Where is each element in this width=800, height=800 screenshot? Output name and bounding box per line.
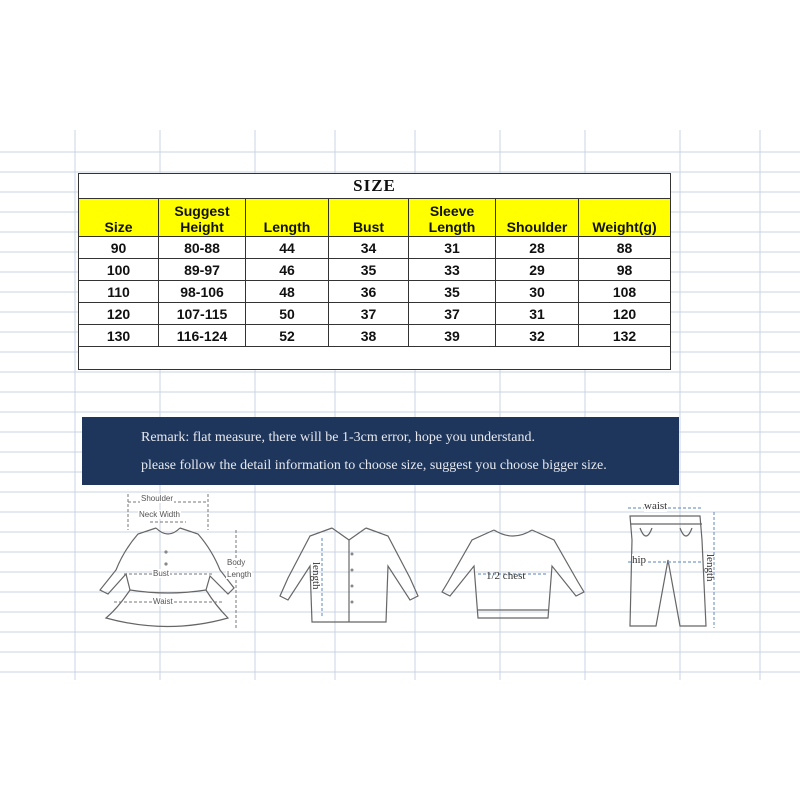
pants-length-label: length <box>704 554 716 582</box>
cell-size: 90 <box>79 237 159 259</box>
shoulder-label: Shoulder <box>141 494 174 503</box>
neck-width-label: Neck Width <box>139 510 180 519</box>
waist-label: waist <box>644 500 668 512</box>
header-weight: Weight(g) <box>579 199 671 237</box>
header-suggest-height: Suggest Height <box>159 199 246 237</box>
body-label: Body <box>227 558 246 567</box>
blank-row <box>79 347 671 370</box>
cell-length: 44 <box>246 237 329 259</box>
cell-sleeve-length: 39 <box>409 325 496 347</box>
blank-cell <box>79 347 671 370</box>
cell-sleeve-length: 37 <box>409 303 496 325</box>
bust-label: Bust <box>153 569 170 578</box>
cell-length: 46 <box>246 259 329 281</box>
cell-length: 50 <box>246 303 329 325</box>
header-bust: Bust <box>329 199 409 237</box>
table-row <box>79 303 671 325</box>
shirt-diagram <box>274 518 424 633</box>
waist-label: Waist <box>153 597 173 606</box>
dress-diagram <box>88 490 268 640</box>
cell-length: 48 <box>246 281 329 303</box>
size-chart-header-row <box>79 199 671 237</box>
cell-shoulder: 29 <box>496 259 579 281</box>
remark-line-1: Remark: flat measure, there will be 1-3cm error, hope you understand. <box>141 430 536 445</box>
table-row <box>79 259 671 281</box>
cell-sleeve-length: 31 <box>409 237 496 259</box>
header-length: Length <box>246 199 329 237</box>
cell-weight: 108 <box>579 281 671 303</box>
cell-weight: 88 <box>579 237 671 259</box>
cell-bust: 37 <box>329 303 409 325</box>
cell-suggest-height: 89-97 <box>159 259 246 281</box>
size-chart-table <box>78 173 671 370</box>
header-sleeve-length: Sleeve Length <box>409 199 496 237</box>
cell-weight: 132 <box>579 325 671 347</box>
cell-suggest-height: 80-88 <box>159 237 246 259</box>
cell-suggest-height: 116-124 <box>159 325 246 347</box>
shirt-length-label: length <box>310 562 322 590</box>
cell-size: 100 <box>79 259 159 281</box>
sweater-diagram <box>438 522 588 632</box>
chest-label: 1/2 chest <box>486 570 526 582</box>
header-shoulder: Shoulder <box>496 199 579 237</box>
cell-sleeve-length: 33 <box>409 259 496 281</box>
cell-weight: 98 <box>579 259 671 281</box>
cell-shoulder: 31 <box>496 303 579 325</box>
shirt-sketch-icon <box>274 518 424 633</box>
cell-bust: 34 <box>329 237 409 259</box>
cell-sleeve-length: 35 <box>409 281 496 303</box>
cell-size: 120 <box>79 303 159 325</box>
cell-shoulder: 30 <box>496 281 579 303</box>
cell-shoulder: 28 <box>496 237 579 259</box>
cell-suggest-height: 107-115 <box>159 303 246 325</box>
size-chart-title: SIZE <box>79 174 671 199</box>
hip-label: hip <box>632 554 647 566</box>
cell-bust: 36 <box>329 281 409 303</box>
table-row <box>79 237 671 259</box>
pants-diagram <box>610 500 730 635</box>
cell-weight: 120 <box>579 303 671 325</box>
table-row <box>79 281 671 303</box>
cell-suggest-height: 98-106 <box>159 281 246 303</box>
table-row <box>79 325 671 347</box>
length-label: Length <box>227 570 252 579</box>
remark-line-2: please follow the detail information to choose size, suggest you choose bigger size. <box>141 458 607 473</box>
cell-length: 52 <box>246 325 329 347</box>
cell-bust: 35 <box>329 259 409 281</box>
remark-banner <box>82 417 679 485</box>
cell-shoulder: 32 <box>496 325 579 347</box>
cell-size: 110 <box>79 281 159 303</box>
cell-bust: 38 <box>329 325 409 347</box>
cell-size: 130 <box>79 325 159 347</box>
header-size: Size <box>79 199 159 237</box>
